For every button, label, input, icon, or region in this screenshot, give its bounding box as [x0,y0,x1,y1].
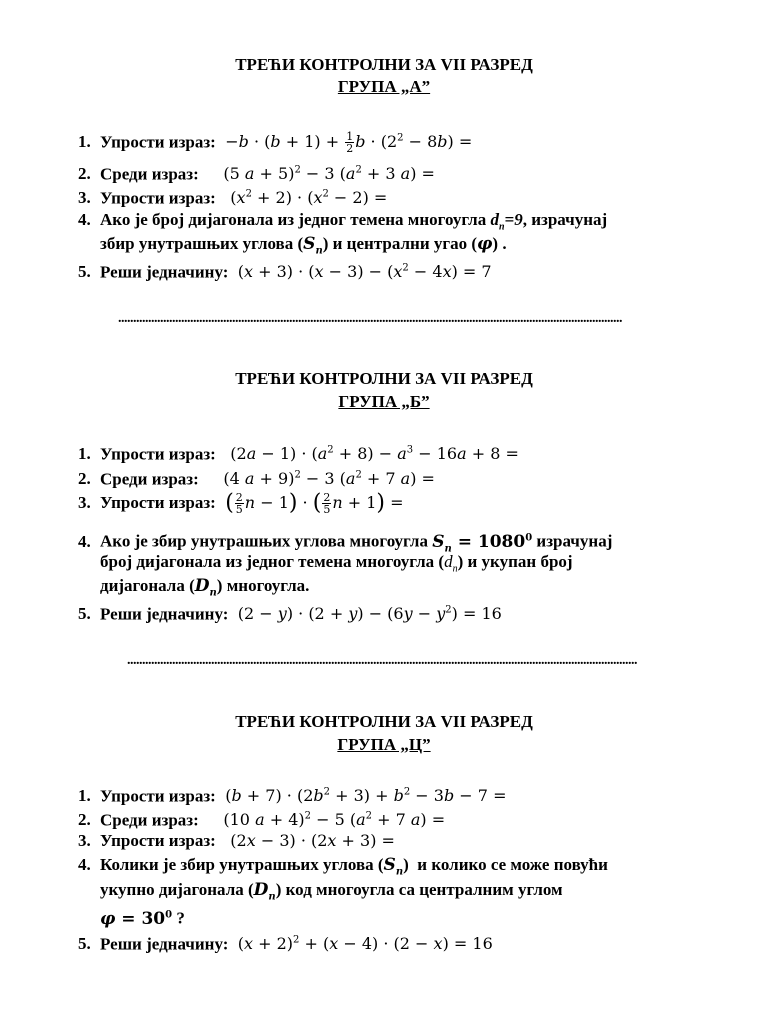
b-question-3: 3. Упрости израз: ( $\frac{2}{5}$ n − 1) · ( $\frac{2}{5}$ n + 1) = [78,490,404,516]
a-q5-label: Реши једначину: [100,262,229,282]
c-q4-text: Колики је збир унутрашњих углова [100,855,374,874]
b-q4-line2b: и укупан број [467,552,573,571]
a-question-2: 2. Среди израз: (5 a + 5)$^2$ − 3 ($a^2 + 3$ a) = [78,164,435,184]
b-q4-line3b: многоугла. [226,576,310,595]
separator-2: .......................................................................................................................................................................... [127,654,637,668]
a-question-5: 5. Реши једначину: $(x + 3) \cdot (x - 3) - (x^2 - 4x) = 7$ [78,262,492,282]
c-question-5: 5. Реши једначину: $(x + 2)^2 + (x - 4) \cdot (2 - x) = 16$ [78,934,493,954]
a-q3-label: Упрости израз: [100,188,216,208]
c-q4-text-b: и колико се може повући [417,855,608,874]
b-q4-text: Ако је збир унутрашњих углова многоугла [100,531,428,551]
b-q5-label: Реши једначину: [100,604,229,624]
a-question-4: 4. Ако је број дијагонала из једног темена многоугла $d_n=9$, израчунај [78,210,608,233]
c-q2-label: Среди израз: [100,810,199,830]
c-q4-line2: укупно дијагонала [100,880,244,899]
a-q4-line2b: и централни угао [332,234,468,253]
b-q1-label: Упрости израз: [100,444,216,464]
c-question-1: 1. Упрости израз: $(b + 7) \cdot (2b^2 + 3) + b^2 - 3b - 7$ = [78,786,507,806]
c-question-4: 4. Колики је збир унутрашњих углова $(S_n)$ и колико се може повући [78,855,608,878]
section-a-title: ТРЕЋИ КОНТРОЛНИ ЗА VII РАЗРЕД [235,55,533,74]
a-question-4-line2: збир унутрашњих углова $(S_n)$ и централни угао (φ) . [100,234,507,257]
a-question-3: 3. Упрости израз: $(x^2 + 2) \cdot (x^2 - 2)$ = [78,188,388,208]
section-b-title: ТРЕЋИ КОНТРОЛНИ ЗА VII РАЗРЕД [235,369,533,388]
c-q5-label: Реши једначину: [100,934,229,954]
c-q4-line2b: код многоугла са централним углом [285,880,563,899]
c-question-4-line2: укупно дијагонала $(D_n)$ код многоугла са централним углом [100,880,563,903]
a-q4-text: Ако је број дијагонала из једног темена многоугла [100,210,487,229]
c-question-2: 2. Среди израз: (10 a + 4)$^2$ − 5 ($a^2 + 7$ a) = [78,810,446,830]
section-c-title: ТРЕЋИ КОНТРОЛНИ ЗА VII РАЗРЕД [235,712,533,731]
c-question-3: 3. Упрости израз: (2x − 3) · (2x + 3) = [78,831,395,850]
b-question-5: 5. Реши једначину: $(2 - y) \cdot (2 + y) - (6y - y^2) = 16$ [78,604,502,624]
c-q3-expression: (2x − 3) · (2x + 3) = [220,831,395,850]
b-q4-text-b: израчунај [536,531,613,551]
c-q5-expression: $(x + 2)^2 + (x - 4) \cdot (2 - x) = 16$ [232,934,493,954]
a-q1-expression: −b · (b + 1) + $\frac{1}{2}$ $b \cdot (2^2 - 8b)$ = [220,130,473,156]
section-c-group: ГРУПА „Ц” [337,735,431,754]
b-q5-expression: $(2 - y) \cdot (2 + y) - (6y - y^2) = 16$ [232,604,502,624]
b-q3-label: Упрости израз: [100,493,216,512]
c-question-4-line3: $\varphi = 30^0$ ? [100,908,185,929]
c-q3-label: Упрости израз: [100,831,216,850]
b-question-4: 4. Ако је збир унутрашњих углова многоугла $S_n = 1080^0$ израчунај [78,531,613,555]
a-q4-line2: збир унутрашњих углова [100,234,294,253]
a-q1-label: Упрости израз: [100,132,216,152]
a-question-1: 1. Упрости израз: −b · (b + 1) + $\frac{1}{2}$ $b \cdot (2^2 - 8b)$ = [78,130,473,156]
a-q3-expression: $(x^2 + 2) \cdot (x^2 - 2)$ = [220,188,388,208]
b-q2-expression: (4 a + 9)$^2$ − 3 ($a^2 + 7$ a) = [203,469,435,489]
b-question-1: 1. Упрости израз: $(2a - 1) \cdot (a^2 + 8) - a^3 - 16a + 8$ = [78,444,519,464]
b-question-4-line2: број дијагонала из једног темена многоугла $(d_n)$ и укупан број [100,552,573,575]
b-question-4-line3: дијагонала $(D_n)$ многоугла. [100,576,310,599]
b-q4-line2: број дијагонала из једног темена многоугла [100,552,435,571]
a-q2-expression: (5 a + 5)$^2$ − 3 ($a^2 + 3$ a) = [203,164,435,184]
b-q2-label: Среди израз: [100,469,199,489]
separator-1: ........................................................................................................................................................................ [118,312,622,326]
b-q3-expression: ( $\frac{2}{5}$ n − 1) · ( $\frac{2}{5}$ n + 1) = [225,490,404,516]
a-q5-expression: $(x + 3) \cdot (x - 3) - (x^2 - 4x) = 7$ [232,262,492,282]
b-q4-line3: дијагонала [100,576,185,595]
section-a-group: ГРУПА „А” [337,77,431,96]
section-b-group: ГРУПА „Б” [338,392,430,411]
a-q2-label: Среди израз: [100,164,199,184]
c-q2-expression: (10 a + 4)$^2$ − 5 ($a^2 + 7$ a) = [203,810,446,830]
c-q1-expression: $(b + 7) \cdot (2b^2 + 3) + b^2 - 3b - 7$ = [220,786,507,806]
b-question-2: 2. Среди израз: (4 a + 9)$^2$ − 3 ($a^2 + 7$ a) = [78,469,435,489]
c-q1-label: Упрости израз: [100,786,216,806]
b-q1-expression: $(2a - 1) \cdot (a^2 + 8) - a^3 - 16a + 8$ = [220,444,519,464]
